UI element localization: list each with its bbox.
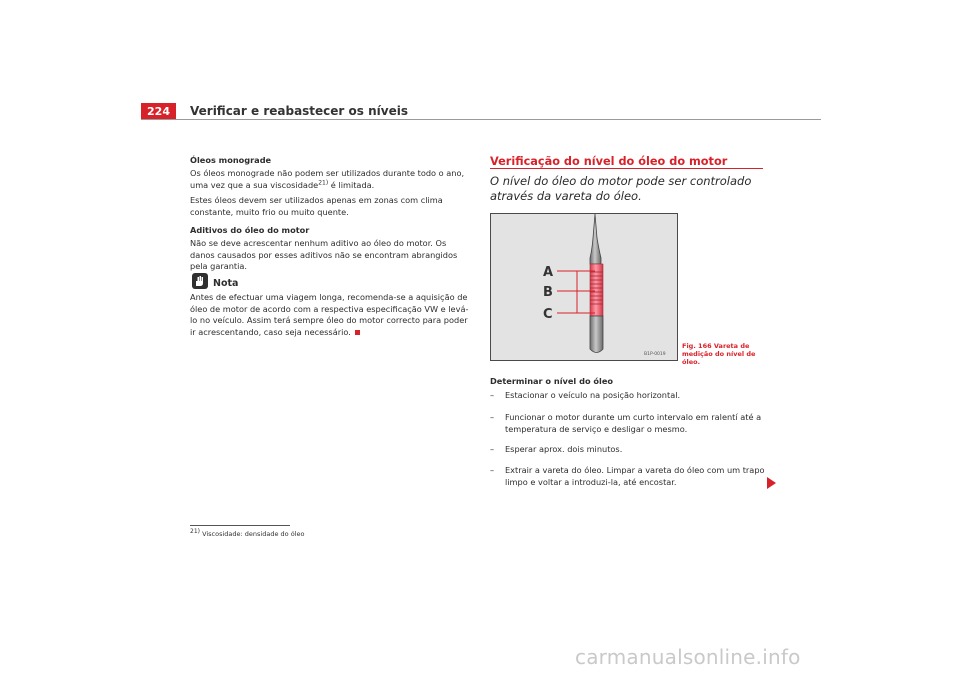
subheading-determine-level: Determinar o nível do óleo [490, 376, 614, 386]
end-square-icon [355, 330, 360, 335]
paragraph-monograde: Os óleos monograde não podem ser utilizados durante todo o ano, uma vez que a sua viscosidade$^{21)}$ é limitada. [190, 168, 465, 190]
paragraph-climate: Estes óleos devem ser utilizados apenas em zonas com clima constante, muito frio ou muito quente. [190, 195, 443, 217]
footnote: $^{21)}$ Viscosidade: densidade do óleo [190, 527, 305, 538]
section-title: Verificação do nível do óleo do motor [490, 155, 728, 168]
label-a: A [543, 265, 554, 280]
footnote-ref: 21) [318, 178, 329, 186]
label-c: C [543, 307, 553, 322]
footnote-divider [190, 525, 290, 526]
note-text: Antes de efectuar uma viagem longa, recomenda-se a aquisição de óleo de motor de acordo com a respectiva especificação VW e levá-lo no veículo. Assim terá sempre óleo do motor correcto para poder ir acrescentando, caso seja necessário. [190, 292, 469, 337]
figure-caption: Fig. 166 Vareta de medição do nível de óleo. [682, 342, 756, 366]
figure-code: B1P-0019 [644, 352, 666, 357]
dipstick-figure [490, 213, 678, 361]
page-number: 224 [141, 103, 176, 120]
note-hand-icon [192, 273, 208, 289]
section-intro: O nível do óleo do motor pode ser controlado através da vareta do óleo. [490, 174, 752, 203]
step-item: – Esperar aprox. dois minutos. [490, 444, 623, 454]
step-item: – Extrair a vareta do óleo. Limpar a vareta do óleo com um trapo limpo e voltar a introduzi-la, até encostar. [490, 465, 765, 487]
label-b: B [543, 285, 553, 300]
header-divider [141, 119, 821, 120]
watermark: carmanualsonline.info [575, 645, 801, 669]
step-item: – Funcionar o motor durante um curto intervalo em ralentí até a temperatura de serviço e desligar o mesmo. [490, 412, 762, 434]
heading-monograde: Óleos monograde [190, 155, 272, 165]
note-title: Nota [213, 278, 239, 289]
page-header-title: Verificar e reabastecer os níveis [190, 104, 408, 118]
heading-additives: Aditivos do óleo do motor [190, 225, 310, 235]
section-divider [490, 168, 763, 169]
next-page-arrow-icon [767, 477, 776, 489]
step-item: – Estacionar o veículo na posição horizontal. [490, 390, 681, 400]
paragraph-additives: Não se deve acrescentar nenhum aditivo ao óleo do motor. Os danos causados por esses aditivos não se encontram abrangidos pela garantia. [190, 238, 458, 271]
